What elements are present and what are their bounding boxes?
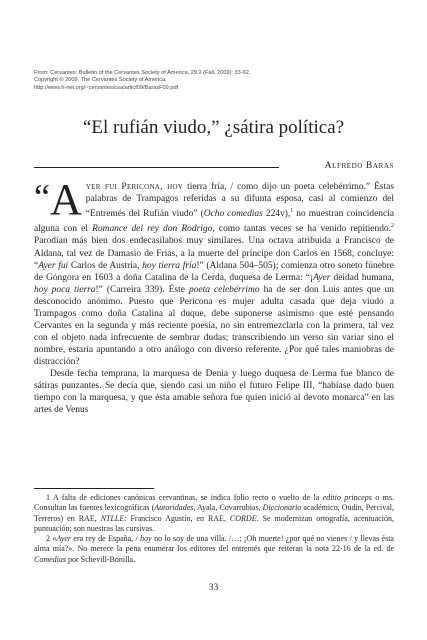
drop-cap	[34, 175, 82, 224]
text-run: o ms. Consultan las fuentes lexicográficas (	[34, 493, 394, 513]
italic-term: Diccionario	[262, 503, 302, 513]
source-citation	[34, 70, 334, 92]
footnote-2	[34, 534, 394, 565]
author-name: Alfredo Baras	[324, 160, 394, 171]
italic-term: hoy	[140, 534, 152, 544]
title-romance: Romance del rey don Rodrigo,	[92, 224, 215, 235]
quote-italic: hoy poca tierra	[34, 284, 96, 295]
article-body	[34, 175, 395, 416]
footnote-number: 1	[46, 493, 50, 502]
text-run: Carlos de Austria,	[68, 260, 143, 271]
footnote-number: 2	[46, 534, 50, 544]
quote-italic: poeta celebérrimo	[188, 284, 260, 295]
italic-term: Comedias	[34, 554, 66, 564]
text-run: por Schevill-Bonilla.	[66, 554, 136, 564]
text-run: !” (Carreira 339). Éste	[95, 284, 189, 295]
article-title: “El rufián viudo,” ¿sátira política?	[82, 117, 345, 138]
footnote-ref-1[interactable]: 1	[290, 208, 294, 215]
footnote-1	[34, 493, 394, 534]
text-run: tierra fría, / como dijo un poeta celebérrimo.” Éstas palabras de Trampagos referidas a su difunta esposa, casi al comienzo del “Entremés del Rufián viudo” (	[85, 182, 395, 220]
opening-small-caps: yer fui Pericona, hoy	[85, 182, 184, 192]
drop-cap-letter: A	[49, 175, 82, 224]
quote-italic: hoy tierra fría	[142, 260, 197, 271]
text-run: 224v),	[262, 209, 291, 220]
title-ocho-comedias: Ocho comedias	[203, 209, 263, 220]
italic-term: NTLLE	[100, 513, 125, 523]
text-run: !” (Aldana 504–505); comienza otro soneto fúnebre de Góngora en 1603 a doña Catalina de la Cerda, duquesa de Lerma: “¡	[34, 260, 394, 283]
text-run: «	[50, 534, 57, 544]
paragraph-1	[34, 175, 395, 368]
source-line-journal: From: Cervantes: Bulletin of the Cervantes Society of America, 29.2 (Fall, 2009): 33-62.	[34, 70, 251, 76]
italic-term: editio princeps	[322, 493, 372, 502]
drop-cap-quote: “	[34, 177, 50, 217]
footnote-ref-2[interactable]: 2	[391, 223, 395, 230]
text-run: : Francisco Agustín, en RAE,	[124, 513, 230, 523]
footnote-rule	[34, 488, 154, 489]
text-run: , Ayala, Covarrubias,	[193, 503, 263, 513]
text-run: A falta de ediciones canónicas cervantinas, se indica folio recto o vuelto de la	[50, 493, 323, 502]
page-number: 33	[208, 583, 219, 593]
text-run: era rey de España, /	[71, 534, 141, 544]
source-line-copyright: Copyright © 2009, The Cervantes Society of America.	[34, 77, 167, 84]
text-run: Parodian más bien dos endecasílabos muy similares. Una octava atribuida a Francisco de Aldana, tal vez de Damasio de Frías, a la muerte del príncipe don Carlos en 1568, concluye: “	[34, 236, 394, 271]
text-run: como tantas veces se ha venido repitiendo.	[214, 224, 392, 235]
italic-term: Autoridades	[154, 503, 194, 513]
quote-italic: Ayer fui	[38, 260, 69, 271]
text-run: académico, Oudin, Percival, Terreros) en RAE,	[34, 503, 394, 523]
text-run: ha de ser don Luis antes que un desconocido anónimo. Puesto que Pericona es mujer adulta casada que deja viudo a Trampagos como doña Catalina al duque, debe suponerse asimismo que esté pensando Cervantes en la segunda y más reciente poesía, no sin entremezclarla con la primera, tal vez con el objeto nada infrecuente de sembrar dudas; transcribiendo un verso sin variar sino el nombre, estaría apuntando a otro análogo con diverso referente. ¿Por qué tales maniobras de distracción?	[34, 284, 395, 367]
quote-italic: Ayer	[313, 272, 331, 283]
footnotes	[34, 493, 394, 565]
paragraph-2: Desde fecha temprana, la marquesa de Denia y luego duquesa de Lerma fue blanco de sátiras punzantes. Se decía que, siendo casi un niño el futuro Felipe III, “habíase dado buen tiempo con la marquesa, y que ésta amable señora fue quien inició al devoto monarca” en las artes de Venus	[34, 368, 394, 416]
italic-term: Ayer	[56, 534, 72, 544]
source-line-url[interactable]: http://www.h-net.org/~cervantes/csa/articf09/BarasF09.pdf	[34, 84, 179, 91]
text-run: . Se modernizan ortografía, acentuación, puntuación; son nuestras las cursivas.	[34, 513, 394, 533]
italic-term: CORDE	[229, 513, 257, 523]
text-run: deidad humana,	[330, 272, 395, 283]
text-run: no lo soy de una villa. /…; ¡Oh muerte! ¿por qué no vienes / y llevas ésta alma mía?». No merece la pena enumerar los editores del entremés que reiteran la nota 22-16 de la ed. de	[34, 534, 394, 554]
title-rule	[34, 167, 279, 168]
text-run: no muestran coincidencia alguna con el	[34, 209, 395, 235]
